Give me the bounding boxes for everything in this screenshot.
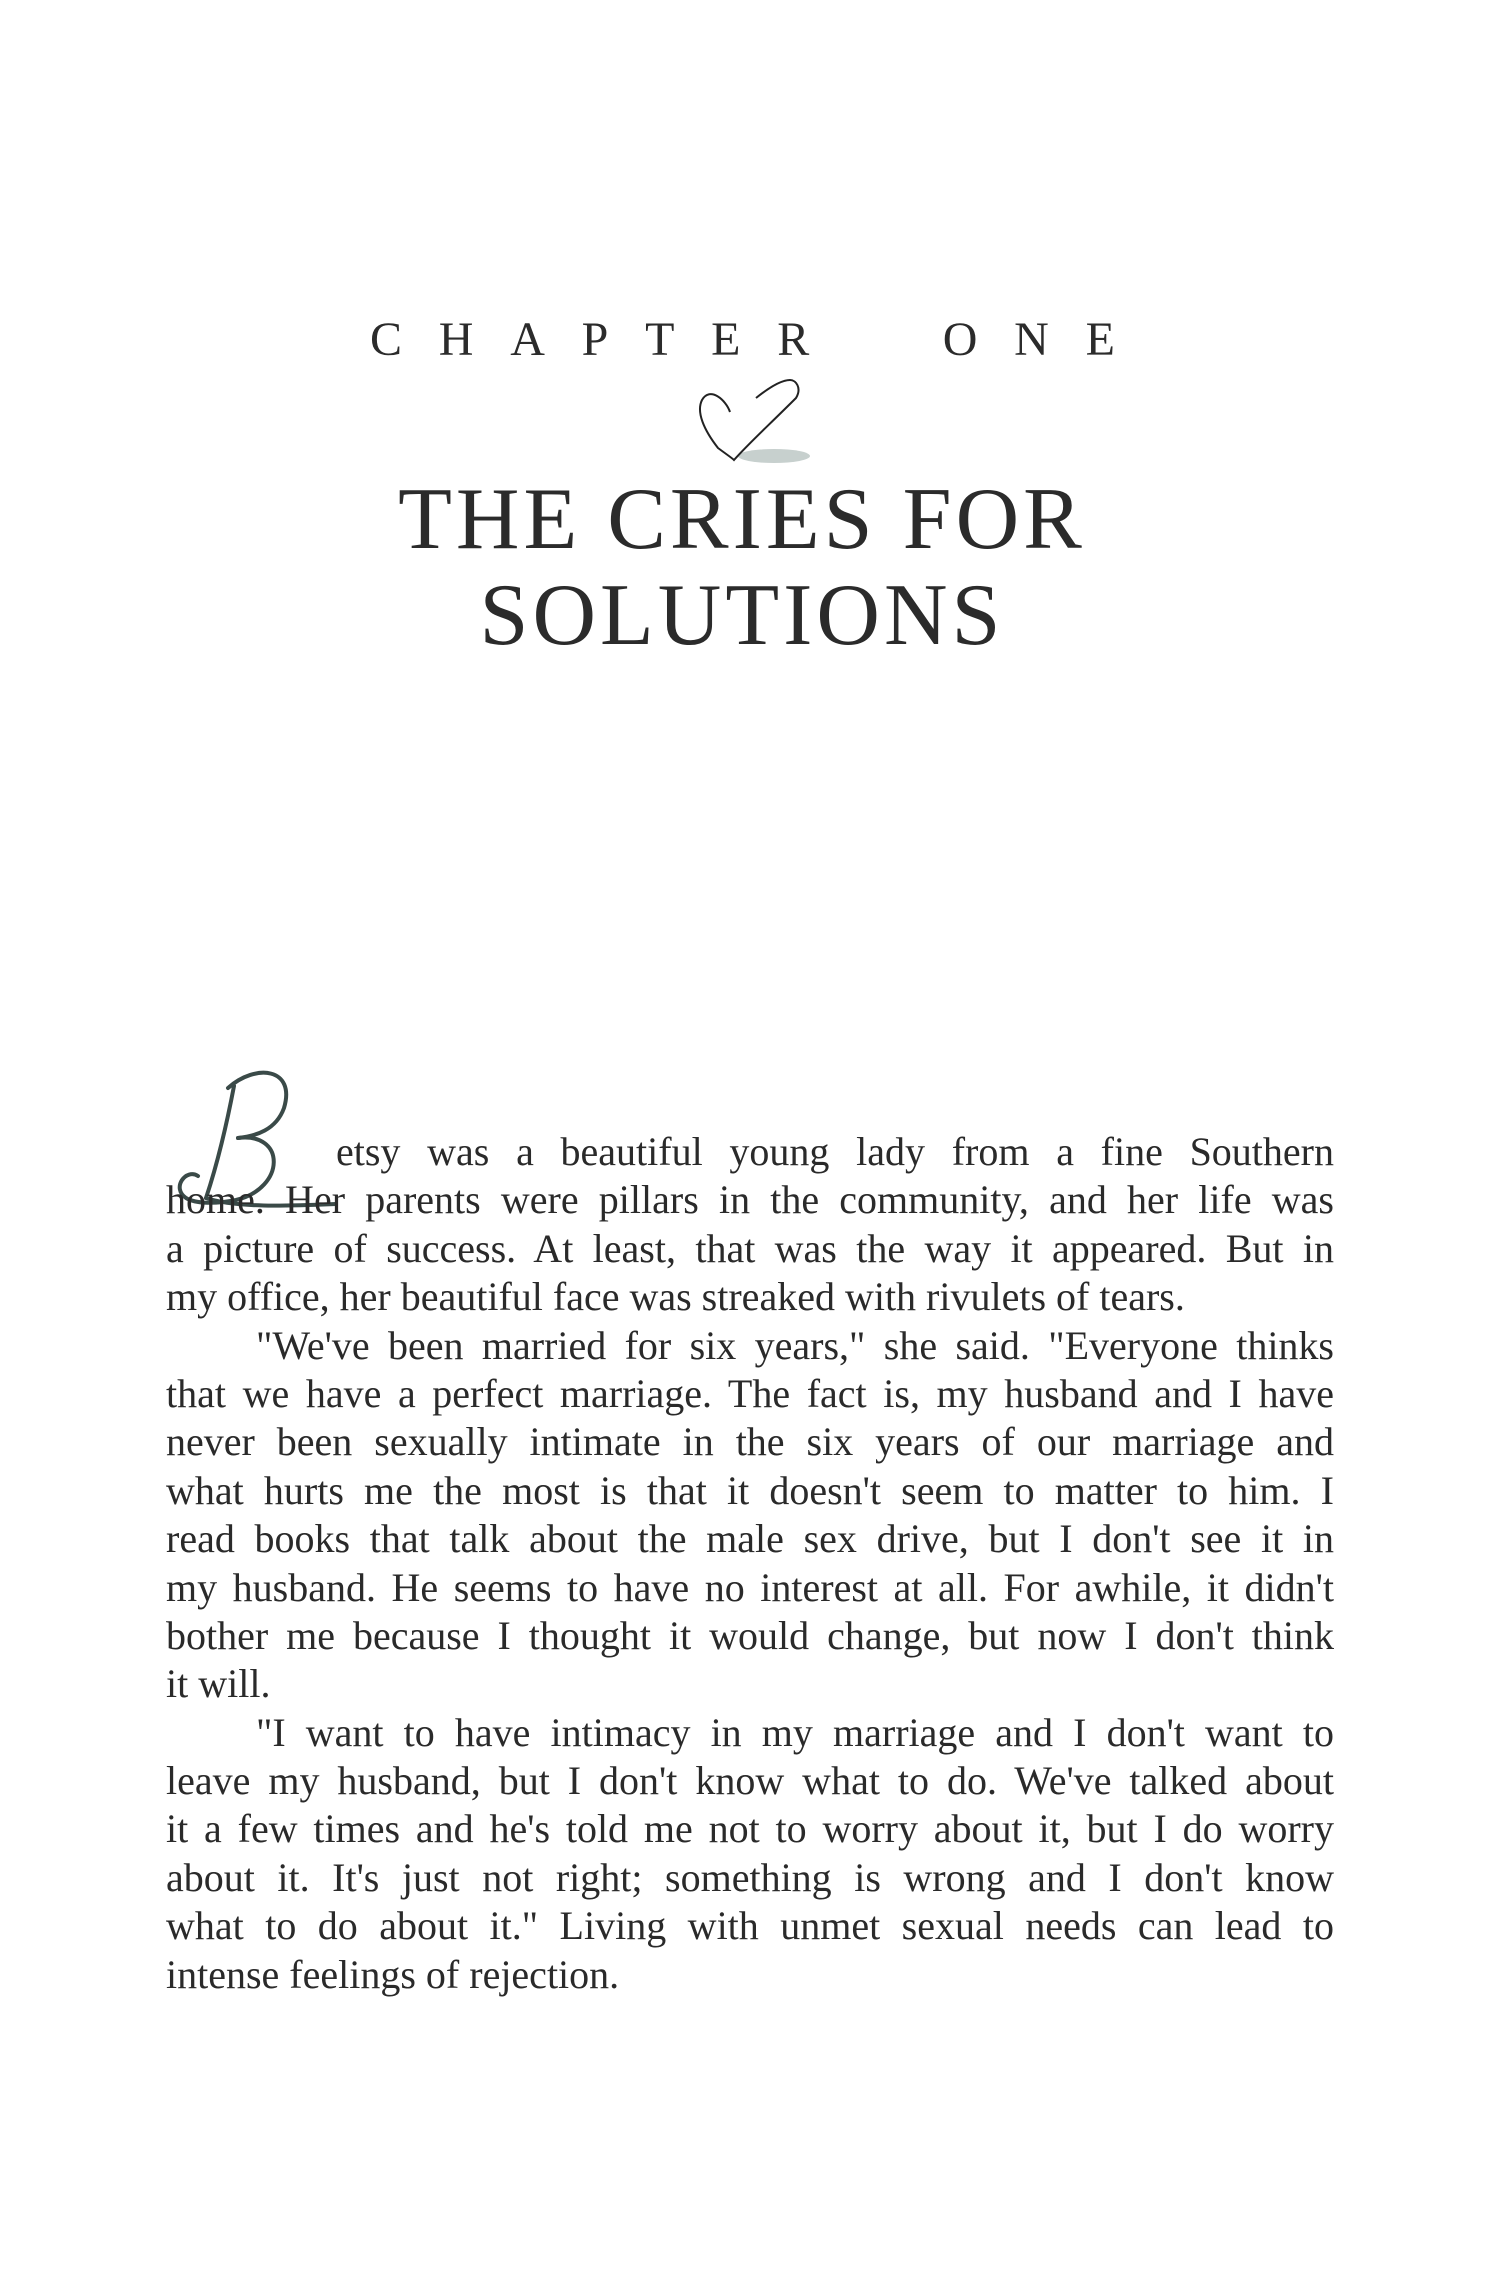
chapter-label-letter: N xyxy=(1014,313,1049,366)
chapter-label-letter: E xyxy=(711,313,741,366)
text-line: it will. xyxy=(166,1661,271,1707)
text-line: intense feelings of rejection. xyxy=(166,1951,620,1997)
text-line: home. Her parents were pillars in the community, and her life was xyxy=(166,1177,1334,1223)
text-line: that we have a perfect marriage. The fact is, my husband and I have xyxy=(166,1370,1334,1416)
chapter-title-line: SOLUTIONS xyxy=(479,567,1005,664)
text-line: a picture of success. At least, that was the way it appeared. But in xyxy=(166,1225,1334,1271)
text-line: etsy was a beautiful young lady from a fine Southern xyxy=(336,1129,1334,1174)
text-line: about it. It's just not right; something is wrong and I don't know xyxy=(166,1854,1334,1900)
text-line: what hurts me the most is that it doesn't seem to matter to him. I xyxy=(166,1467,1334,1513)
chapter-label xyxy=(370,314,1115,366)
text-line: my husband. He seems to have no interest at all. For awhile, it didn't xyxy=(166,1564,1334,1610)
text-line: my office, her beautiful face was streaked with rivulets of tears. xyxy=(166,1274,1185,1320)
text-line: read books that talk about the male sex drive, but I don't see it in xyxy=(166,1516,1334,1562)
chapter-title-line: THE CRIES FOR xyxy=(398,471,1086,568)
chapter-label-letter: H xyxy=(438,313,474,366)
chapter-label-letter: P xyxy=(581,313,609,366)
chapter-label-gap xyxy=(846,314,906,366)
text-line: bother me because I thought it would change, but now I don't think xyxy=(166,1612,1334,1658)
text-line: leave my husband, but I don't know what to do. We've talked about xyxy=(166,1758,1334,1804)
heart-icon xyxy=(696,378,816,468)
chapter-label-letter: E xyxy=(1085,313,1115,366)
text-line: "I want to have intimacy in my marriage and I don't want to xyxy=(256,1709,1334,1755)
text-line: "We've been married for six years," she said. "Everyone thinks xyxy=(256,1322,1334,1368)
text-line: what to do about it." Living with unmet sexual needs can lead to xyxy=(166,1903,1334,1949)
chapter-label-letter: C xyxy=(370,313,403,366)
chapter-label-letter: T xyxy=(645,313,675,366)
text-line: it a few times and he's told me not to worry about it, but I do worry xyxy=(166,1806,1334,1852)
chapter-label-letter: A xyxy=(510,313,545,366)
text-line: never been sexually intimate in the six years of our marriage and xyxy=(166,1419,1334,1465)
chapter-label-letter: O xyxy=(942,313,978,366)
chapter-label-letter: R xyxy=(777,313,810,366)
chapter-title xyxy=(0,472,1500,664)
body-text xyxy=(166,1128,1334,1999)
